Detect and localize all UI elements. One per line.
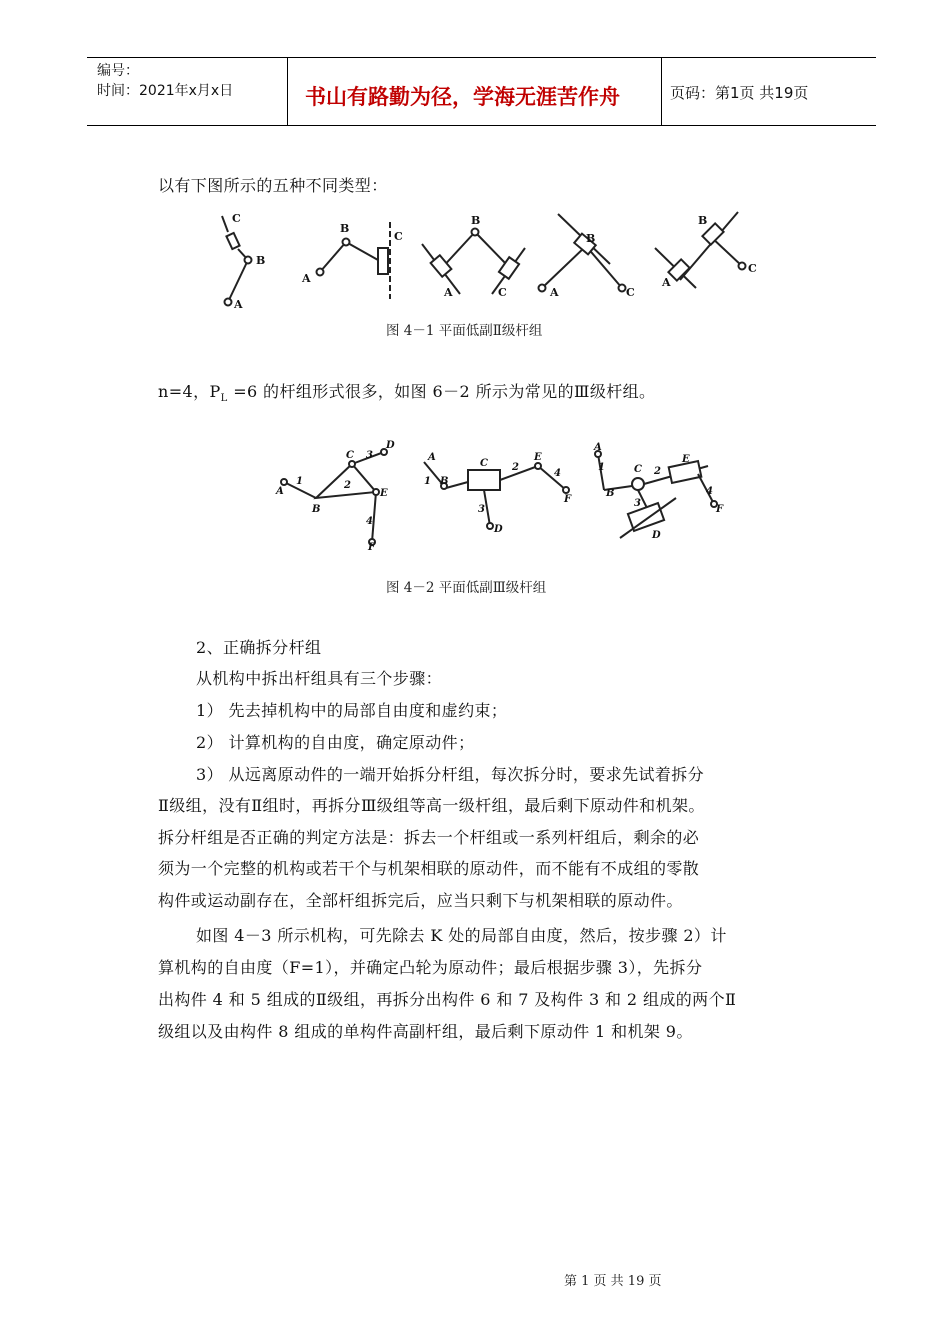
- fig1-label: A: [550, 286, 559, 299]
- fig1-label: B: [586, 232, 596, 245]
- fig2-label: 3: [634, 498, 641, 509]
- figure-4-2-diagram: [268, 436, 738, 552]
- footer-page-number: 第 1 页 共 19 页: [564, 1274, 662, 1289]
- figure-4-1-diagram: [210, 204, 770, 316]
- step-1: 1） 先去掉机构中的局部自由度和虚约束；: [196, 701, 508, 720]
- figure-4-2-caption: 图 4－2 平面低副Ⅲ级杆组: [386, 580, 547, 596]
- n4-subscript: L: [220, 393, 228, 405]
- n4-text: [158, 376, 655, 414]
- fig2-label: B: [606, 488, 615, 499]
- fig2-label: 3: [366, 450, 373, 461]
- check-line-3: 构件或运动副存在，全部杆组拆完后，应当只剩下与机架相联的原动件。: [158, 891, 683, 910]
- fig2-label: 2: [654, 466, 661, 477]
- example-line-1: 如图 4－3 所示机构，可先除去 K 处的局部自由度，然后，按步骤 2）计: [196, 926, 727, 945]
- fig2-label: 1: [598, 462, 605, 473]
- fig1-label: A: [444, 286, 453, 299]
- step-3-line-2: Ⅱ级组，没有Ⅱ组时，再拆分Ⅲ级组等高一级杆组，最后剩下原动件和机架。: [158, 796, 705, 815]
- header-divider-1: [287, 57, 288, 126]
- header-number-label: 编号：: [97, 63, 139, 79]
- check-line-2: 须为一个完整的机构或若干个与机架相联的原动件，而不能有不成组的零散: [158, 859, 700, 878]
- fig2-label: F: [564, 494, 572, 505]
- steps-intro: 从机构中拆出杆组具有三个步骤：: [196, 669, 443, 688]
- fig1-label: C: [394, 230, 403, 243]
- fig1-label: A: [662, 276, 671, 289]
- fig2-label: B: [312, 504, 321, 515]
- fig1-label: A: [234, 298, 243, 311]
- fig2-label: 3: [478, 504, 485, 515]
- header-divider-2: [661, 57, 662, 126]
- figure-4-1-caption: 图 4－1 平面低副Ⅱ级杆组: [386, 323, 543, 339]
- fig1-label: B: [340, 222, 350, 235]
- fig2-label: 4: [706, 486, 713, 497]
- example-line-4: 级组以及由构件 8 组成的单构件高副杆组，最后剩下原动件 1 和机架 9。: [158, 1022, 693, 1041]
- check-line-1: 拆分杆组是否正确的判定方法是：拆去一个杆组或一系列杆组后，剩余的必: [158, 828, 700, 847]
- fig2-label: D: [652, 530, 661, 541]
- fig2-label: 2: [512, 462, 519, 473]
- header-time-label: 时间：2021年x月x日: [97, 83, 234, 99]
- fig2-label: A: [428, 452, 436, 463]
- fig2-label: E: [534, 452, 542, 463]
- intro-text: 以有下图所示的五种不同类型：: [158, 176, 388, 195]
- step-3-line-1: 3） 从远离原动件的一端开始拆分杆组，每次拆分时，要求先试着拆分: [196, 765, 705, 784]
- fig1-label: C: [748, 262, 757, 275]
- header-motto: 书山有路勤为径，学海无涯苦作舟: [305, 85, 620, 109]
- fig2-label: A: [276, 486, 284, 497]
- header-top-line: [87, 57, 876, 58]
- fig1-label: B: [471, 214, 481, 227]
- fig2-label: 4: [366, 516, 373, 527]
- fig2-label: 1: [424, 476, 431, 487]
- fig2-label: D: [494, 524, 503, 535]
- fig2-label: C: [634, 464, 642, 475]
- fig2-label: 4: [554, 468, 561, 479]
- fig1-label: C: [232, 212, 241, 225]
- fig2-label: 1: [296, 476, 303, 487]
- fig1-label: C: [498, 286, 507, 299]
- fig2-label: F: [716, 504, 724, 515]
- fig2-label: C: [480, 458, 488, 469]
- fig2-label: 2: [344, 480, 351, 491]
- section-title: 2、正确拆分杆组: [196, 638, 322, 657]
- header-bottom-line: [87, 125, 876, 126]
- n4-prefix: n=4，P: [158, 382, 221, 401]
- fig1-label: A: [302, 272, 311, 285]
- fig2-label: D: [386, 440, 395, 451]
- n4-suffix: =6 的杆组形式很多，如图 6－2 所示为常见的Ⅲ级杆组。: [227, 382, 656, 401]
- header-page-info: 页码：第1页 共19页: [670, 84, 809, 102]
- fig1-label: B: [698, 214, 708, 227]
- example-line-3: 出构件 4 和 5 组成的Ⅱ级组，再拆分出构件 6 和 7 及构件 3 和 2 组成的两个Ⅱ: [158, 990, 737, 1009]
- fig2-label: F: [368, 542, 376, 552]
- fig2-label: E: [682, 454, 690, 465]
- step-2: 2） 计算机构的自由度，确定原动件；: [196, 733, 475, 752]
- example-line-2: 算机构的自由度（F=1），并确定凸轮为原动件；最后根据步骤 3），先拆分: [158, 958, 703, 977]
- fig2-label: B: [440, 476, 449, 487]
- fig1-label: C: [626, 286, 635, 299]
- fig1-label: B: [256, 254, 266, 267]
- fig2-label: C: [346, 450, 354, 461]
- fig2-label: A: [594, 442, 602, 453]
- fig2-label: E: [380, 488, 388, 499]
